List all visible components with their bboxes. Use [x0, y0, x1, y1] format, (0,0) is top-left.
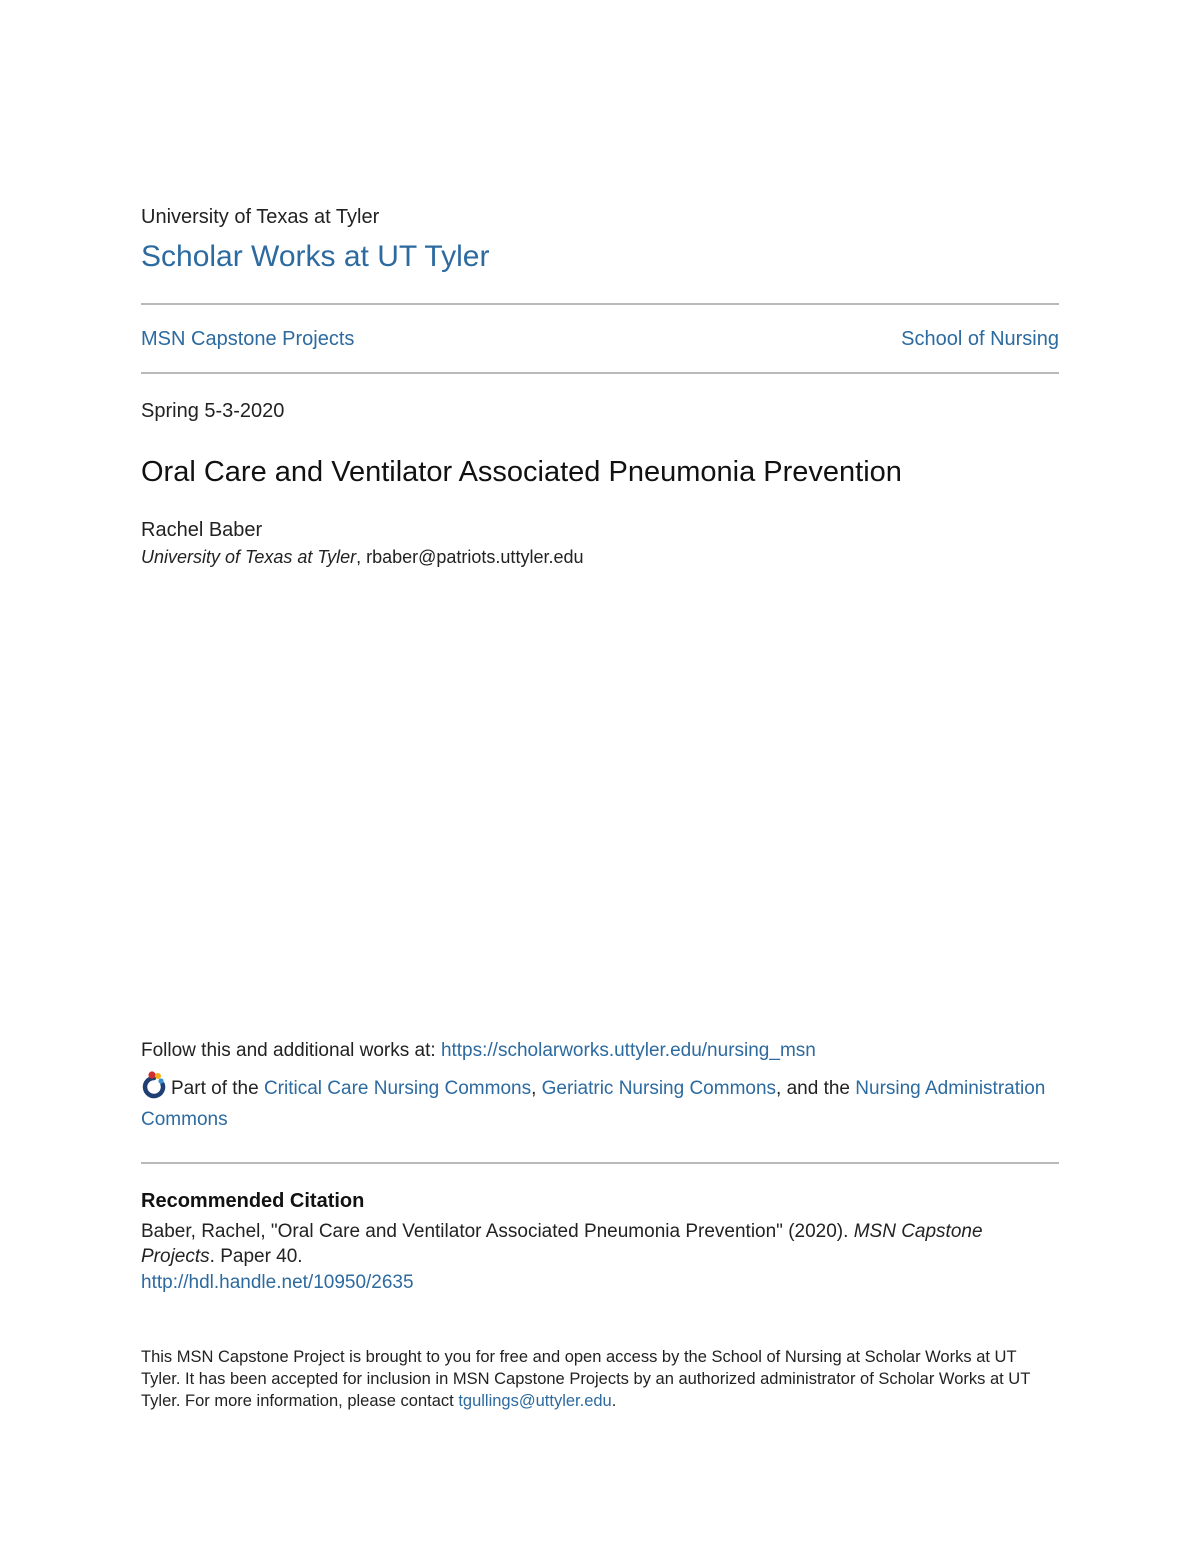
citation-series: MSN Capstone Projects — [141, 1221, 983, 1267]
geriatric-commons-link[interactable]: Geriatric Nursing Commons — [541, 1078, 777, 1099]
part-of-commons — [141, 1070, 1059, 1135]
institution-name: University of Texas at Tyler — [141, 206, 380, 228]
access-notice — [141, 1346, 1059, 1412]
partof-sep-1: , — [531, 1078, 542, 1099]
cover-page — [141, 0, 1059, 1553]
author-affiliation — [141, 547, 583, 568]
citation-prefix: Baber, Rachel, "Oral Care and Ventilator Associated Pneumonia Prevention" (2020). — [141, 1221, 854, 1242]
network-commons-logo-icon — [141, 1070, 167, 1100]
repository-link[interactable]: Scholar Works at UT Tyler — [141, 240, 490, 273]
divider-nav — [141, 372, 1059, 374]
citation-suffix: . Paper 40. — [209, 1246, 303, 1267]
partof-sep-2: , and the — [776, 1078, 856, 1099]
publication-date: Spring 5-3-2020 — [141, 400, 285, 422]
collection-url-link[interactable]: https://scholarworks.uttyler.edu/nursing_msn — [440, 1040, 816, 1061]
affiliation-institution: University of Texas at Tyler — [141, 547, 357, 567]
contact-email-link[interactable]: tgullings@uttyler.edu — [458, 1392, 612, 1410]
affiliation-separator: , — [356, 547, 367, 567]
partof-prefix: Part of the — [171, 1078, 264, 1099]
access-notice-end: . — [611, 1392, 617, 1410]
collection-link[interactable]: MSN Capstone Projects — [141, 328, 355, 350]
critical-care-commons-link[interactable]: Critical Care Nursing Commons — [263, 1078, 532, 1099]
department-link[interactable]: School of Nursing — [901, 328, 1059, 350]
citation-text — [141, 1219, 1041, 1269]
divider-citation — [141, 1162, 1059, 1164]
follow-line — [141, 1040, 816, 1062]
access-notice-text: This MSN Capstone Project is brought to you for free and open access by the School of Nursing at Scholar Works at UT Tyler. It has been accepted for inclusion in MSN Capstone Projects by an authorized administrator of Scholar Works at UT Tyler. For more information, please contact — [141, 1348, 1030, 1410]
author-name: Rachel Baber — [141, 519, 263, 541]
divider-top — [141, 303, 1059, 305]
author-email: rbaber@patriots.uttyler.edu — [366, 547, 584, 567]
follow-prefix: Follow this and additional works at: — [141, 1040, 441, 1061]
citation-heading: Recommended Citation — [141, 1190, 365, 1212]
paper-title: Oral Care and Ventilator Associated Pneumonia Prevention — [141, 456, 902, 488]
nursing-admin-commons-link[interactable]: Nursing Administration Commons — [141, 1078, 1046, 1130]
handle-link[interactable]: http://hdl.handle.net/10950/2635 — [141, 1272, 414, 1293]
